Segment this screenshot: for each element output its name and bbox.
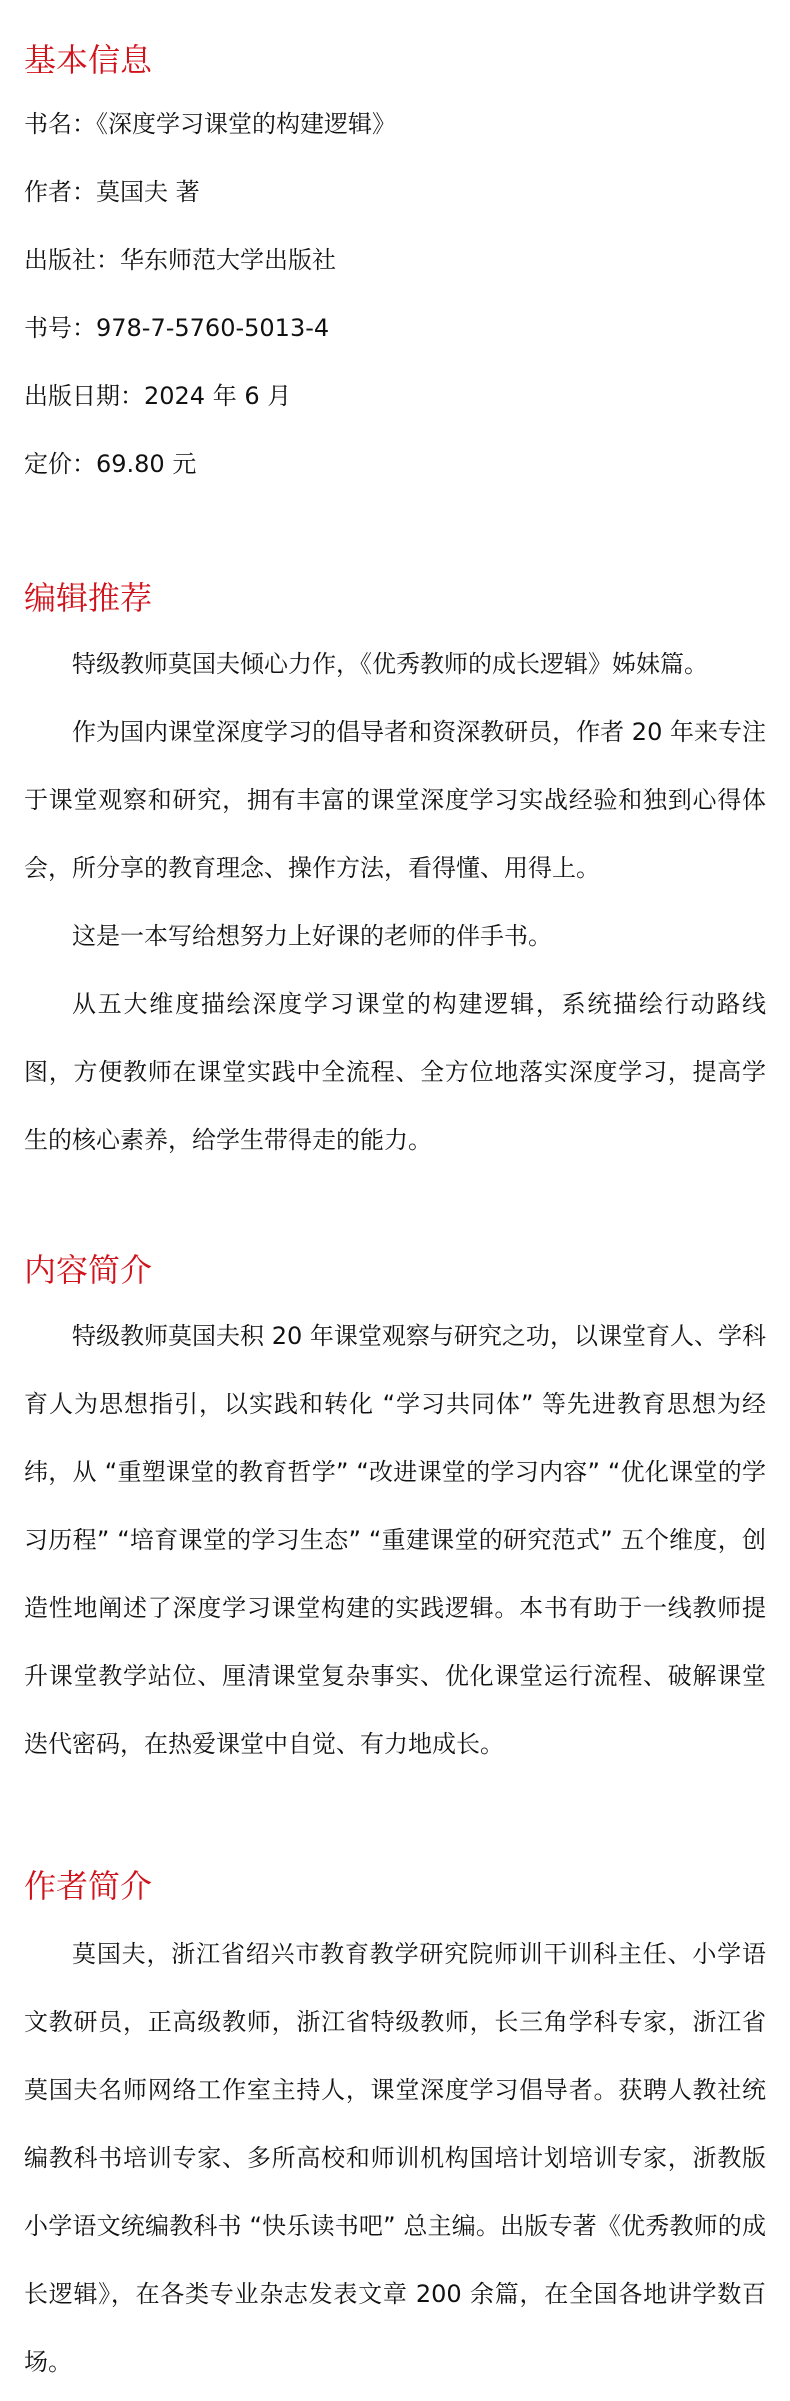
- basic-info-heading: 基本信息: [24, 41, 153, 79]
- publish-date-line: 出版日期：2024 年 6 月: [24, 382, 292, 410]
- price-line: 定价：69.80 元: [24, 450, 197, 478]
- content-intro-paragraph: 特级教师莫国夫积 20 年课堂观察与研究之功，以课堂育人、学科育人为思想指引，以实践和转化 “学习共同体” 等先进教育思想为经纬，从 “重塑课堂的教育哲学” “改进课堂的学习内容” “优化课堂的学习历程” “培育课堂的学习生态” “重建课堂的研究范式” 五个维度，创造性地阐述了深度学习课堂构建的实践逻辑。本书有助于一线教师提升课堂教学站位、厘清课堂复杂事实、优化课堂运行流程、破解课堂迭代密码，在热爱课堂中自觉、有力地成长。: [24, 1322, 766, 1758]
- isbn-line: 书号：978-7-5760-5013-4: [24, 314, 330, 342]
- content-intro-section: [24, 1174, 766, 1778]
- editor-recommend-section: [24, 480, 766, 1174]
- author-line: 作者：莫国夫 著: [24, 178, 200, 206]
- author-intro-paragraph: 莫国夫，浙江省绍兴市教育教学研究院师训干训科主任、小学语文教研员，正高级教师，浙江省特级教师，长三角学科专家，浙江省莫国夫名师网络工作室主持人，课堂深度学习倡导者。获聘人教社统编教科书培训专家、多所高校和师训机构国培计划培训专家，浙教版小学语文统编教科书 “快乐读书吧” 总主编。出版专著《优秀教师的成长逻辑》，在各类专业杂志发表文章 200 余篇，在全国各地讲学数百场。: [24, 1940, 766, 2376]
- editor-recommend-paragraph: 从五大维度描绘深度学习课堂的构建逻辑，系统描绘行动路线图，方便教师在课堂实践中全流程、全方位地落实深度学习，提高学生的核心素养，给学生带得走的能力。: [24, 990, 766, 1154]
- content-intro-heading: 内容简介: [24, 1251, 153, 1289]
- editor-recommend-paragraph: 这是一本写给想努力上好课的老师的伴手书。: [72, 922, 552, 950]
- publisher-line: 出版社：华东师范大学出版社: [24, 246, 336, 274]
- editor-recommend-heading: 编辑推荐: [24, 579, 153, 617]
- editor-recommend-paragraph: 作为国内课堂深度学习的倡导者和资深教研员，作者 20 年来专注于课堂观察和研究，拥有丰富的课堂深度学习实战经验和独到心得体会，所分享的教育理念、操作方法，看得懂、用得上。: [24, 718, 766, 882]
- author-intro-heading: 作者简介: [24, 1867, 153, 1905]
- editor-recommend-paragraph: 特级教师莫国夫倾心力作，《优秀教师的成长逻辑》姊妹篇。: [72, 650, 708, 678]
- book-title-line: 书名：《深度学习课堂的构建逻辑》: [24, 110, 396, 138]
- basic-info-section: [24, 0, 766, 480]
- author-intro-section: [24, 1778, 766, 2396]
